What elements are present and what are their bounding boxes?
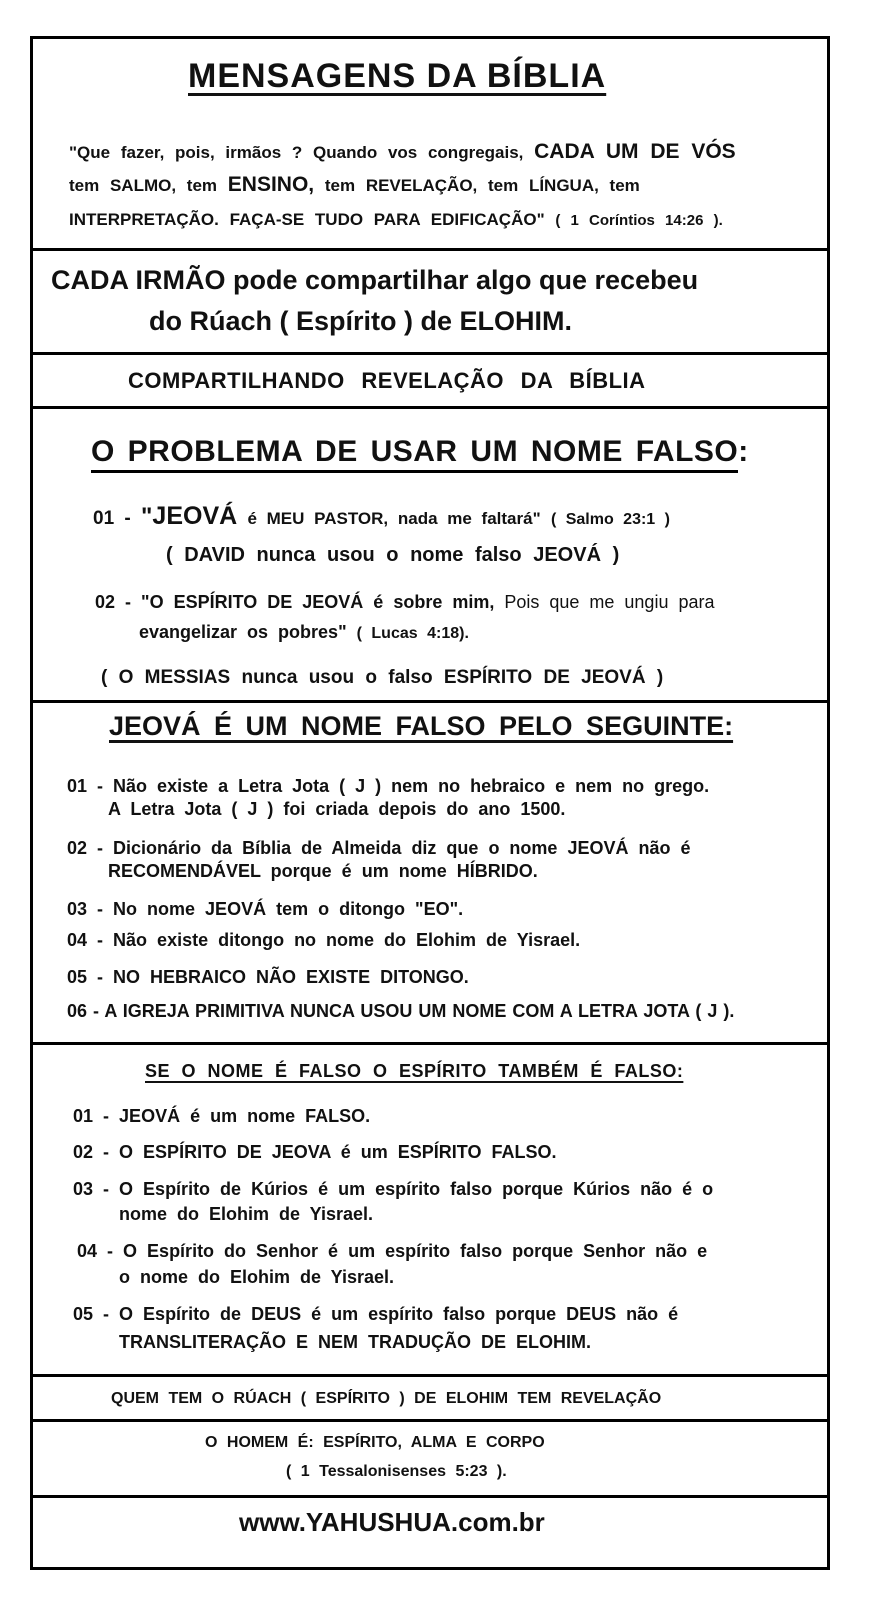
lead-section bbox=[33, 248, 827, 356]
item-reference: ( Salmo 23:1 ) bbox=[550, 511, 670, 528]
sharing-section bbox=[33, 352, 827, 409]
quote-line-2 bbox=[69, 173, 640, 197]
reason-item bbox=[67, 899, 463, 920]
reason-item bbox=[67, 776, 709, 797]
spirit-heading: SE O NOME É FALSO O ESPÍRITO TAMBÉM É FALSO: bbox=[145, 1061, 684, 1081]
item-number: 02 - bbox=[73, 1142, 110, 1162]
item-number: 01 - bbox=[93, 508, 131, 529]
spirit-section bbox=[33, 1042, 827, 1378]
item-text: O Espírito de Kúrios é um espírito falso porque Kúrios não é o bbox=[119, 1179, 714, 1199]
item-number: 06 - bbox=[67, 1001, 100, 1021]
quote-emphasis: ENSINO, bbox=[227, 173, 315, 196]
man-line-2: ( 1 Tessalonisenses 5:23 ). bbox=[286, 1463, 507, 1480]
spirit-item bbox=[77, 1241, 707, 1262]
spirit-item-cont: nome do Elohim de Yisrael. bbox=[119, 1204, 374, 1224]
quote-reference: ( 1 Coríntios 14:26 ). bbox=[555, 212, 723, 229]
item-number: 03 - bbox=[67, 899, 104, 919]
quote-line-3 bbox=[69, 210, 723, 230]
item-number: 05 - bbox=[67, 967, 104, 987]
item-reference: ( Lucas 4:18). bbox=[356, 625, 469, 642]
item-number: 01 - bbox=[73, 1106, 110, 1126]
reason-item bbox=[67, 1001, 734, 1022]
item-emphasis: JEOVÁ bbox=[152, 502, 238, 530]
spirit-item bbox=[73, 1106, 370, 1127]
reason-item-cont: RECOMENDÁVEL porque é um nome HÍBRIDO. bbox=[108, 861, 538, 881]
spirit-item-cont: TRANSLITERAÇÃO E NEM TRADUÇÃO DE ELOHIM. bbox=[119, 1332, 591, 1352]
problem-heading bbox=[91, 435, 749, 469]
document-frame bbox=[30, 36, 830, 1570]
quote-line-1 bbox=[69, 140, 736, 164]
item-text: No nome JEOVÁ tem o ditongo "EO". bbox=[113, 899, 464, 919]
quote-emphasis: CADA UM DE VÓS bbox=[534, 140, 736, 163]
quote-text: "Que fazer, pois, irmãos ? Quando vos congregais, bbox=[69, 143, 524, 162]
reason-item bbox=[67, 930, 580, 951]
problem-item-2 bbox=[95, 592, 714, 613]
reason-item bbox=[67, 838, 690, 859]
item-text: A IGREJA PRIMITIVA NUNCA USOU UM NOME COM A LETRA JOTA ( J ). bbox=[104, 1001, 735, 1021]
problem-heading-text: O PROBLEMA DE USAR UM NOME FALSO bbox=[91, 435, 738, 473]
reason-item-cont: A Letra Jota ( J ) foi criada depois do ano 1500. bbox=[108, 799, 566, 819]
item-number: 05 - bbox=[73, 1304, 110, 1324]
quote-text: tem SALMO, tem bbox=[69, 176, 218, 195]
item-quote-mark: " bbox=[141, 503, 153, 530]
item-text: JEOVÁ é um nome FALSO. bbox=[119, 1106, 371, 1126]
revelation-section bbox=[33, 1374, 827, 1423]
problem-item-2-cont bbox=[139, 622, 469, 643]
item-text: O Espírito de DEUS é um espírito falso porque DEUS não é bbox=[119, 1304, 679, 1324]
quote-text: tem REVELAÇÃO, tem LÍNGUA, tem bbox=[324, 176, 640, 195]
quote-text: INTERPRETAÇÃO. FAÇA-SE TUDO PARA EDIFICAÇÃO" bbox=[69, 210, 545, 229]
reason-item bbox=[67, 967, 469, 988]
item-text: é MEU PASTOR, nada me faltará" bbox=[247, 509, 541, 528]
item-text: O ESPÍRITO DE JEOVA é um ESPÍRITO FALSO. bbox=[119, 1142, 557, 1162]
item-number: 02 - bbox=[67, 838, 104, 858]
problem-heading-colon: : bbox=[738, 435, 749, 468]
item-number: 04 - bbox=[77, 1241, 114, 1261]
spirit-item bbox=[73, 1142, 556, 1163]
item-number: 02 - bbox=[95, 592, 132, 612]
item-number: 01 - bbox=[67, 776, 104, 796]
item-text: Dicionário da Bíblia de Almeida diz que o nome JEOVÁ não é bbox=[113, 838, 691, 858]
item-text: Não existe ditongo no nome do Elohim de Yisrael. bbox=[113, 930, 581, 950]
problem-section bbox=[33, 406, 827, 704]
lead-line-1: CADA IRMÃO pode compartilhar algo que recebeu bbox=[51, 265, 699, 295]
man-section bbox=[33, 1419, 827, 1499]
item-text: NO HEBRAICO NÃO EXISTE DITONGO. bbox=[113, 967, 469, 987]
footer-section bbox=[33, 1495, 827, 1570]
reasons-section bbox=[33, 700, 827, 1046]
item-text: evangelizar os pobres" bbox=[139, 622, 347, 642]
page-title: MENSAGENS DA BÍBLIA bbox=[188, 57, 607, 95]
revelation-text: QUEM TEM O RÚACH ( ESPÍRITO ) DE ELOHIM TEM REVELAÇÃO bbox=[111, 1390, 662, 1407]
man-line-1: O HOMEM É: ESPÍRITO, ALMA E CORPO bbox=[205, 1434, 545, 1451]
item-text: Não existe a Letra Jota ( J ) nem no hebraico e nem no grego. bbox=[113, 776, 710, 796]
reasons-heading: JEOVÁ É UM NOME FALSO PELO SEGUINTE: bbox=[109, 711, 734, 741]
sharing-heading: COMPARTILHANDO REVELAÇÃO DA BÍBLIA bbox=[128, 368, 646, 393]
item-number: 03 - bbox=[73, 1179, 110, 1199]
problem-item-1 bbox=[93, 502, 670, 531]
spirit-item-cont: o nome do Elohim de Yisrael. bbox=[119, 1267, 395, 1287]
problem-item-1-note: ( DAVID nunca usou o nome falso JEOVÁ ) bbox=[166, 544, 620, 566]
spirit-item bbox=[73, 1179, 713, 1200]
lead-line-2: do Rúach ( Espírito ) de ELOHIM. bbox=[149, 306, 573, 336]
item-text: Pois que me ungiu para bbox=[504, 592, 715, 612]
item-number: 04 - bbox=[67, 930, 104, 950]
spirit-item bbox=[73, 1304, 678, 1325]
problem-item-2-note: ( O MESSIAS nunca usou o falso ESPÍRITO DE JEOVÁ ) bbox=[101, 667, 664, 688]
item-text: "O ESPÍRITO DE JEOVÁ é sobre mim, bbox=[141, 592, 495, 612]
website-url[interactable]: www.YAHUSHUA.com.br bbox=[239, 1507, 545, 1537]
item-text: O Espírito do Senhor é um espírito falso porque Senhor não e bbox=[123, 1241, 708, 1261]
